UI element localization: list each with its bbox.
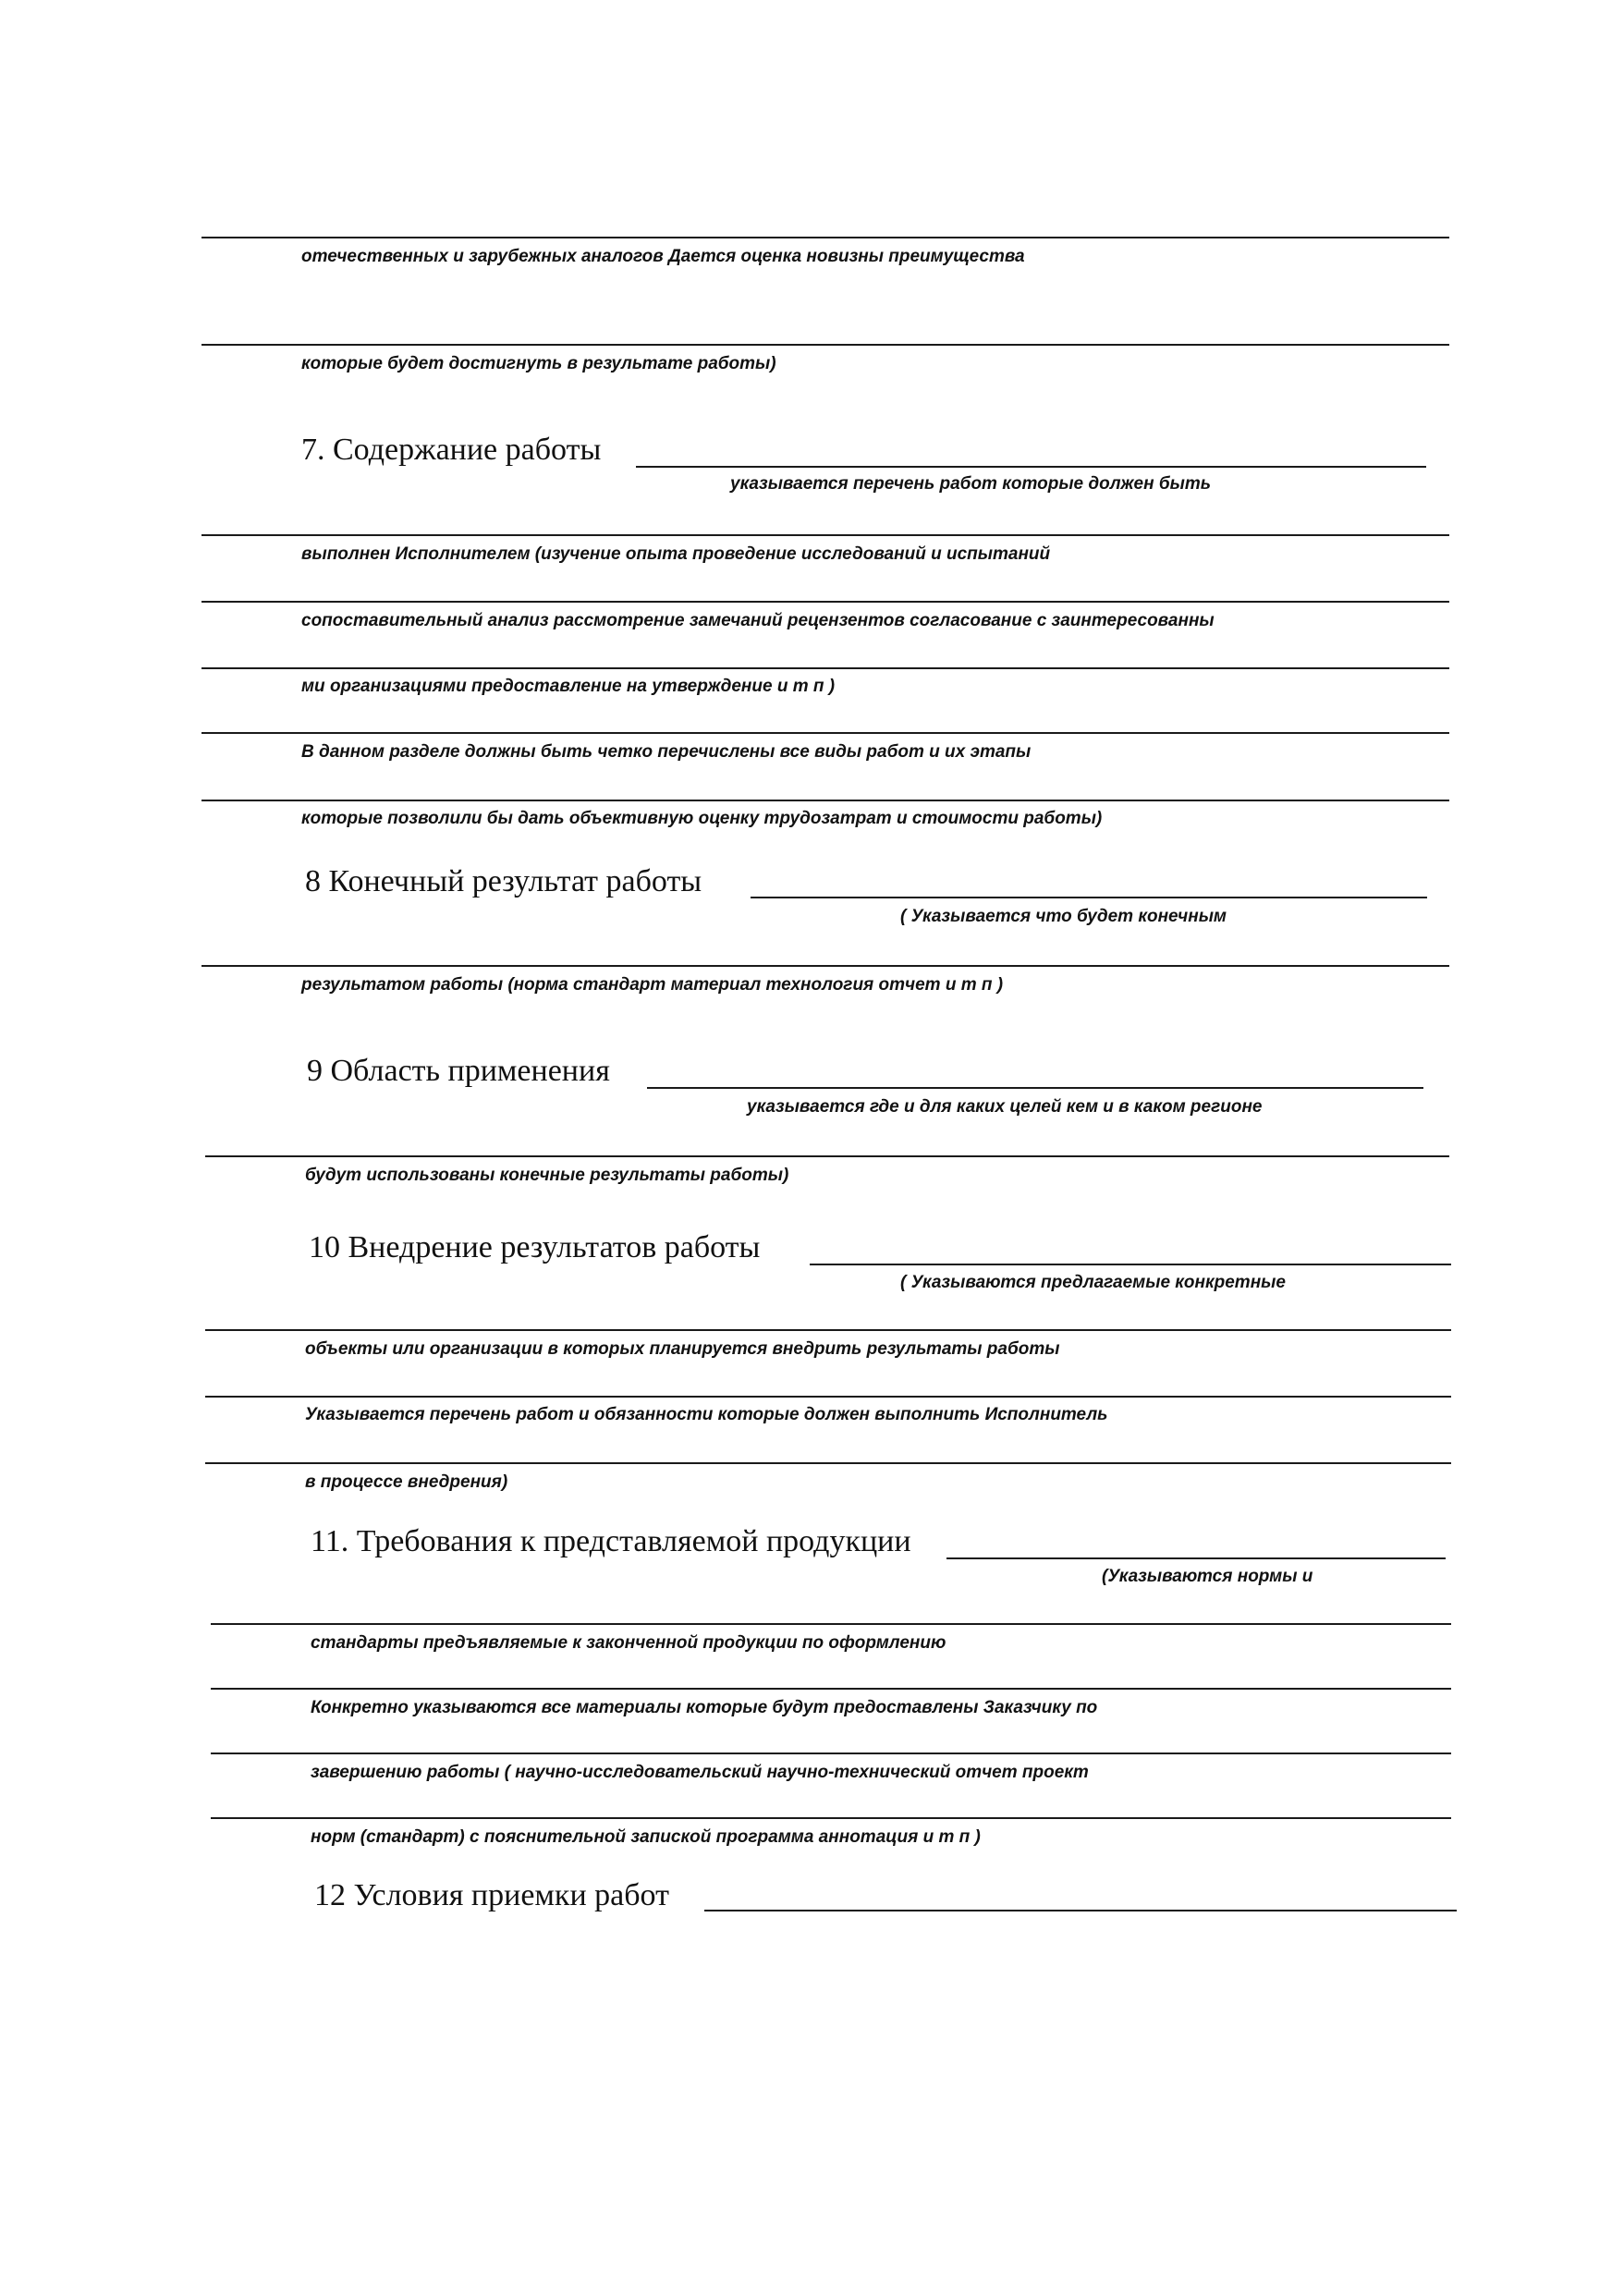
rule-7-fill xyxy=(636,466,1426,468)
rule-16 xyxy=(211,1817,1451,1819)
note-line-3: указывается перечень работ которые должен быть xyxy=(730,474,1212,494)
note-line-20: завершению работы ( научно-исследовательский научно-технический отчет проект xyxy=(311,1763,1089,1782)
note-line-1: отечественных и зарубежных аналогов Дается оценка новизны преимущества xyxy=(301,247,1025,266)
rule-6 xyxy=(201,732,1449,734)
rule-8-fill xyxy=(751,897,1427,898)
note-line-17: (Указываются нормы и xyxy=(1102,1567,1313,1586)
note-line-2: которые будет достигнуть в результате работы) xyxy=(301,354,776,373)
note-line-21: норм (стандарт) с пояснительной запиской программа аннотация и т п ) xyxy=(311,1827,981,1847)
note-line-18: стандарты предъявляемые к законченной продукции по оформлению xyxy=(311,1633,946,1653)
rule-15 xyxy=(211,1753,1451,1754)
rule-11 xyxy=(205,1396,1451,1398)
rule-7 xyxy=(201,800,1449,801)
note-line-15: Указывается перечень работ и обязанности которые должен выполнить Исполнитель xyxy=(305,1405,1108,1424)
rule-2 xyxy=(201,344,1449,346)
note-line-11: указывается где и для каких целей кем и в каком регионе xyxy=(747,1097,1263,1117)
note-line-5: сопоставительный анализ рассмотрение замечаний рецензентов согласование с заинтересованны xyxy=(301,611,1215,630)
rule-12 xyxy=(205,1462,1451,1464)
section-11-heading: 11. Требования к представляемой продукции xyxy=(311,1524,911,1558)
section-12-heading: 12 Условия приемки работ xyxy=(314,1878,669,1912)
note-line-6: ми организациями предоставление на утверждение и т п ) xyxy=(301,677,836,696)
rule-8 xyxy=(201,965,1449,967)
rule-10 xyxy=(205,1329,1451,1331)
rule-3 xyxy=(201,534,1449,536)
rule-1 xyxy=(201,237,1449,238)
rule-9-fill xyxy=(647,1087,1423,1089)
note-line-14: объекты или организации в которых планируется внедрить результаты работы xyxy=(305,1339,1060,1359)
section-8-heading: 8 Конечный результат работы xyxy=(305,864,702,898)
rule-14 xyxy=(211,1688,1451,1690)
rule-13 xyxy=(211,1623,1451,1625)
note-line-16: в процессе внедрения) xyxy=(305,1472,508,1492)
section-10-heading: 10 Внедрение результатов работы xyxy=(309,1230,761,1264)
note-line-8: которые позволили бы дать объективную оценку трудозатрат и стоимости работы) xyxy=(301,809,1103,828)
rule-5 xyxy=(201,667,1449,669)
rule-12-fill xyxy=(704,1910,1457,1911)
note-line-19: Конкретно указываются все материалы которые будут предоставлены Заказчику по xyxy=(311,1698,1098,1717)
rule-10-fill xyxy=(810,1264,1451,1265)
rule-11-fill xyxy=(946,1557,1446,1559)
note-line-7: В данном разделе должны быть четко перечислены все виды работ и их этапы xyxy=(301,742,1032,762)
section-7-heading: 7. Содержание работы xyxy=(301,433,602,467)
note-line-10: результатом работы (норма стандарт материал технология отчет и т п ) xyxy=(301,975,1004,995)
note-line-12: будут использованы конечные результаты работы) xyxy=(305,1166,789,1185)
rule-9 xyxy=(205,1155,1449,1157)
note-line-9: ( Указывается что будет конечным xyxy=(900,907,1227,926)
section-9-heading: 9 Область применения xyxy=(307,1054,610,1088)
note-line-4: выполнен Исполнителем (изучение опыта проведение исследований и испытаний xyxy=(301,544,1051,564)
note-line-13: ( Указываются предлагаемые конкретные xyxy=(900,1273,1286,1292)
rule-4 xyxy=(201,601,1449,603)
